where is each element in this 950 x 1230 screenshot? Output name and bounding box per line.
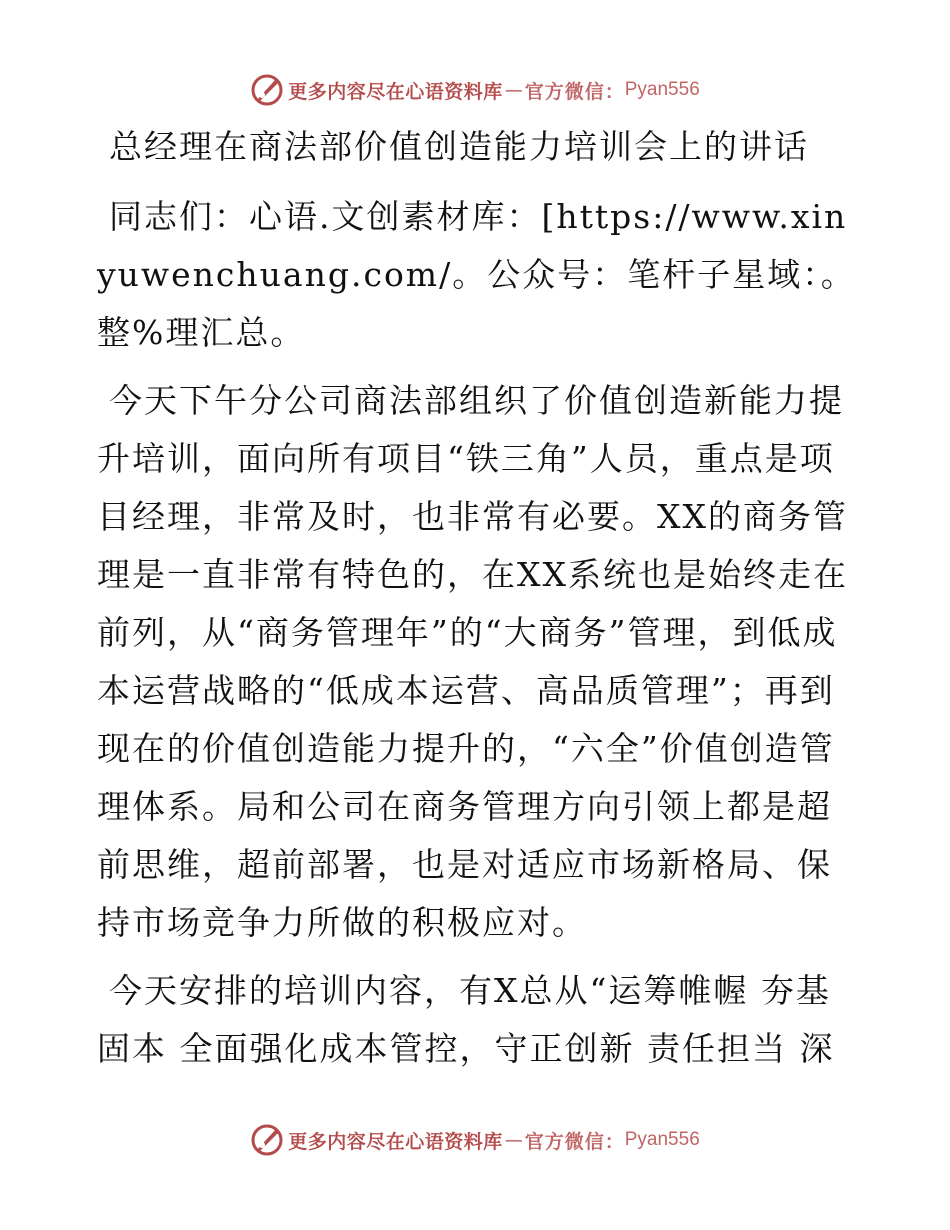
- quill-logo-icon: [250, 73, 284, 107]
- watermark-wechat-label: 官方微信：: [524, 80, 625, 103]
- watermark-wechat-label: 官方微信：: [524, 1130, 625, 1153]
- footer-watermark: [0, 1120, 950, 1160]
- document-body: [97, 118, 857, 1088]
- watermark-wechat-id: Pyan556: [624, 79, 700, 100]
- watermark-separator: —: [504, 1129, 523, 1151]
- document-title: 总经理在商法部价值创造能力培训会上的讲话: [109, 127, 809, 166]
- header-watermark: [0, 70, 950, 110]
- quill-logo-icon: [250, 1123, 284, 1157]
- paragraph-training-content: 今天安排的培训内容，有X总从“运筹帷幄 夯基固本 全面强化成本管控，守正创新 责任担当 深: [97, 971, 835, 1068]
- watermark-site-name: 更多内容尽在心语资料库: [288, 80, 503, 103]
- watermark-site-name: 更多内容尽在心语资料库: [288, 1130, 503, 1153]
- watermark-separator: —: [504, 79, 523, 101]
- watermark-wechat-id: Pyan556: [624, 1129, 700, 1150]
- paragraph-intro: 今天下午分公司商法部组织了价值创造新能力提升培训，面向所有项目“铁三角”人员，重点是项目经理，非常及时，也非常有必要。XX的商务管理是一直非常有特色的，在XX系统也是始终走在前列，从“商务管理年”的“大商务”管理，到低成本运营战略的“低成本运营、高品质管理”；再到现在的价值创造能力提升的，“六全”价值创造管理体系。局和公司在商务管理方向引领上都是超前思维，超前部署，也是对适应市场新格局、保持市场竞争力所做的积极应对。: [97, 381, 848, 942]
- paragraph-greeting: 同志们：心语.文创素材库：[https://www.xinyuwenchuang.com/。公众号：笔杆子星域：。整%理汇总。: [97, 197, 856, 352]
